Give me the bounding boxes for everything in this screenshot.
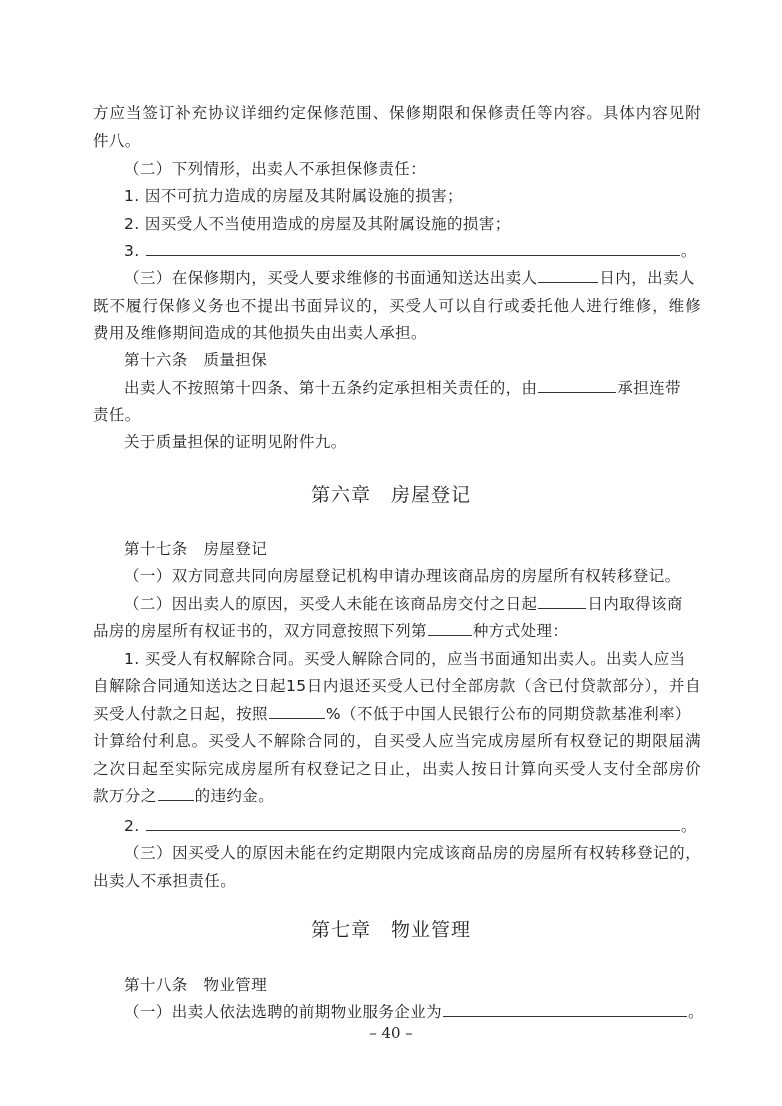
fill-in-blank[interactable] bbox=[146, 816, 680, 831]
item-number: 3. bbox=[124, 242, 140, 260]
period: 。 bbox=[680, 242, 697, 260]
repair-paragraph-line-3: 费用及维修期间造成的其他损失由出卖人承担。 bbox=[93, 324, 427, 342]
option-1-line-2: 自解除合同通知送达之日起15日内退还买受人已付全部房款（含已付贷款部分），并自 bbox=[93, 677, 701, 695]
company-name-blank[interactable] bbox=[443, 1002, 687, 1017]
option-1-line-3 bbox=[93, 704, 691, 724]
option-1-line-1: 1. 买受人有权解除合同。买受人解除合同的，应当书面通知出卖人。出卖人应当 bbox=[124, 650, 686, 668]
article-16-title: 第十六条 质量担保 bbox=[124, 351, 268, 369]
option-1-line-6 bbox=[93, 786, 274, 806]
registration-clause-2-line-2 bbox=[93, 621, 568, 641]
text-segment: （二）因出卖人的原因，买受人未能在该商品房交付之日起 bbox=[124, 595, 538, 613]
exemption-intro: （二）下列情形，出卖人不承担保修责任： bbox=[124, 160, 427, 178]
text-segment: 买受人付款之日起，按照 bbox=[93, 705, 268, 723]
option-blank[interactable] bbox=[428, 621, 472, 636]
guarantee-line-1 bbox=[124, 378, 681, 398]
text-segment: 日内，出卖人 bbox=[599, 269, 695, 287]
text-segment: （一）出卖人依法选聘的前期物业服务企业为 bbox=[124, 1003, 443, 1021]
exemption-item-1: 1. 因不可抗力造成的房屋及其附属设施的损害； bbox=[124, 187, 463, 205]
registration-clause-3-line-1: （三）因买受人的原因未能在约定期限内完成该商品房的房屋所有权转移登记的， bbox=[124, 844, 701, 862]
registration-clause-3-line-2: 出卖人不承担责任。 bbox=[93, 872, 237, 890]
guarantee-line-2: 责任。 bbox=[93, 406, 141, 424]
option-1-line-5: 之次日起至实际完成房屋所有权登记之日止，出卖人按日计算向买受人支付全部房价 bbox=[93, 760, 701, 778]
fill-in-blank[interactable] bbox=[146, 241, 680, 256]
text-segment: 日内取得该商 bbox=[587, 595, 683, 613]
article-17-title: 第十七条 房屋登记 bbox=[124, 540, 268, 558]
page-number: – 40 – bbox=[369, 1024, 413, 1042]
text-segment: 承担连带 bbox=[617, 379, 682, 397]
warranty-paragraph-line-1: 方应当签订补充协议详细约定保修范围、保修期限和保修责任等内容。具体内容见附 bbox=[93, 104, 701, 122]
registration-clause-2-line-1 bbox=[124, 594, 683, 614]
registration-clause-1: （一）双方同意共同向房屋登记机构申请办理该商品房的房屋所有权转移登记。 bbox=[124, 567, 681, 585]
property-management-clause-1 bbox=[124, 1002, 704, 1022]
text-segment: 品房的房屋所有权证书的，双方同意按照下列第 bbox=[93, 622, 427, 640]
exemption-item-2: 2. 因买受人不当使用造成的房屋及其附属设施的损害； bbox=[124, 215, 511, 233]
interest-rate-blank[interactable] bbox=[269, 704, 325, 719]
item-number: 2. bbox=[124, 817, 140, 835]
text-segment: %（不低于中国人民银行公布的同期贷款基准利率） bbox=[325, 705, 691, 723]
article-18-title: 第十八条 物业管理 bbox=[124, 976, 268, 994]
exemption-item-3 bbox=[124, 241, 697, 261]
guarantee-line-3: 关于质量担保的证明见附件九。 bbox=[124, 433, 347, 451]
repair-paragraph-line-1 bbox=[124, 268, 695, 288]
text-segment: （三）在保修期内，买受人要求维修的书面通知送达出卖人 bbox=[124, 269, 538, 287]
text-segment: 款万分之 bbox=[93, 787, 157, 805]
guarantor-blank[interactable] bbox=[538, 378, 616, 393]
warranty-paragraph-line-2: 件八。 bbox=[93, 132, 141, 150]
option-1-line-4: 计算给付利息。买受人不解除合同的，自买受人应当完成房屋所有权登记的期限届满 bbox=[93, 732, 701, 750]
text-segment: 的违约金。 bbox=[194, 787, 275, 805]
period: 。 bbox=[680, 817, 697, 835]
days-blank[interactable] bbox=[538, 594, 586, 609]
repair-paragraph-line-2: 既不履行保修义务也不提出书面异议的，买受人可以自行或委托他人进行维修，维修 bbox=[93, 297, 701, 315]
text-segment: 出卖人不按照第十四条、第十五条约定承担相关责任的，由 bbox=[124, 379, 538, 397]
option-2 bbox=[124, 816, 697, 836]
days-blank[interactable] bbox=[538, 268, 598, 283]
penalty-rate-blank[interactable] bbox=[158, 786, 194, 801]
text-segment: 种方式处理： bbox=[472, 622, 569, 640]
chapter-7-heading: 第七章 物业管理 bbox=[310, 919, 471, 941]
chapter-6-heading: 第六章 房屋登记 bbox=[310, 484, 471, 506]
period: 。 bbox=[688, 1003, 704, 1021]
